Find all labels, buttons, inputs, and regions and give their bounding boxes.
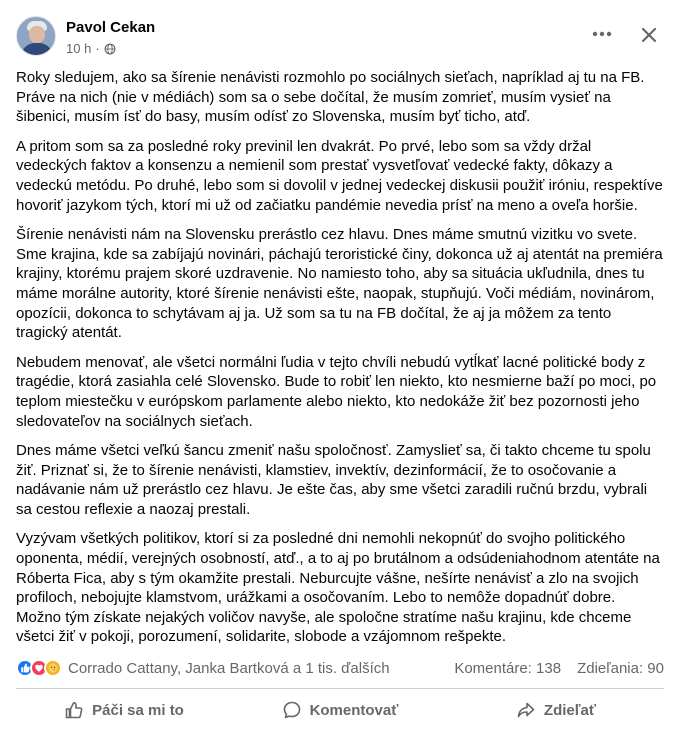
post-actions	[16, 692, 664, 728]
post-time[interactable]: 10 h	[66, 41, 92, 56]
engagement-counts	[454, 660, 664, 677]
comment-label: Komentovať	[309, 701, 399, 719]
share-label: Zdieľať	[543, 701, 597, 719]
share-icon	[516, 700, 536, 720]
close-icon	[641, 27, 657, 43]
reactions-row	[16, 656, 664, 680]
post-paragraph: Roky sledujem, ako sa šírenie nenávisti rozmohlo po sociálnych sieťach, napríklad aj tu na FB. Práve na nich (nie v médiách) som sa o sebe dočítal, že musím zomrieť, musím vysieť na šibenici, musím ísť do basy, musím odísť zo Slovenska, musím byť ticho, atď.	[16, 69, 645, 126]
like-label: Páči sa mi to	[92, 701, 184, 719]
post-paragraph: Dnes máme všetci veľkú šancu zmeniť našu spoločnosť. Zamyslieť sa, či takto chceme tu spolu žiť. Priznať si, že to šírenie nenávisti, klamstiev, invektív, dezinformácií, že to osočovanie a nadávanie nám už prerástlo cez hlavu. Je ešte čas, aby sme všetci zaradili ručnú brzdu, vybrali sa cestou reflexie a naozaj prestali.	[16, 442, 651, 518]
comment-button[interactable]	[232, 692, 448, 728]
reactors-summary[interactable]: Corrado Cattany, Janka Bartková a 1 tis. ďalších	[68, 659, 390, 677]
post-text	[16, 68, 664, 657]
comments-count[interactable]: Komentáre: 138	[454, 659, 562, 677]
care-icon	[44, 659, 62, 677]
comment-icon	[282, 700, 302, 720]
close-button[interactable]	[636, 22, 662, 48]
author-name[interactable]: Pavol Cekan	[66, 19, 156, 36]
divider	[16, 688, 664, 689]
more-options-button[interactable]	[590, 22, 614, 46]
like-button[interactable]	[16, 692, 232, 728]
post-paragraph: Nebudem menovať, ale všetci normálni ľudia v tejto chvíli nebudú vytĺkať lacné politické body z tragédie, ktorá zasiahla celé Slovensko. Bude to robiť len niekto, kto nesmierne baží po moci, po teplom miestečku v európskom parlamente alebo niekto, kto nedokáže žiť bez pozornosti jeho sledovateľov na sociálnych sieťach.	[16, 353, 657, 430]
post-meta	[66, 41, 116, 56]
post-paragraph: Vyzývam všetkých politikov, ktorí si za posledné dni nemohli nekopnúť do svojho politického oponenta, médií, verejných osobností, atď., a to aj po brutálnom a odsúdeniahodnom atentáte na Róberta Fica, aby s tým okamžite prestali. Neburcujte vášne, nešírte nenávisť a zlo na svojich profiloch, nebojujte klamstvom, urážkami a osočovaním. Lebo to nemôže dopadnúť dobre. Možno tým získate nejakých voličov navyše, ale spoločne stratíme našu krajinu, kde chceme všetci žiť v pokoji, porozumení, solidarite, slobode a vzájomnom rešpekte.	[16, 530, 660, 646]
share-button[interactable]	[448, 692, 664, 728]
shares-count[interactable]: Zdieľania: 90	[577, 659, 664, 677]
meta-separator: ·	[95, 41, 100, 56]
globe-icon[interactable]	[104, 43, 116, 55]
reaction-icons[interactable]	[16, 659, 58, 677]
thumbs-up-icon	[64, 700, 84, 720]
post-paragraph: A pritom som sa za posledné roky previnil len dvakrát. Po prvé, lebo som sa vždy držal vedeckých faktov a konsenzu a nemienil som prestať vysvetľovať vedecké fakty, dôkazy a vedeckú metódu. Po druhé, lebo som si dovolil v jednej vedeckej diskusii použiť iróniu, respektíve hovoriť jazykom tých, ktorí mi už od začiatku pandémie nevedia prísť na meno a oveľa horšie.	[16, 137, 663, 214]
post-paragraph: Šírenie nenávisti nám na Slovensku prerástlo cez hlavu. Dnes máme smutnú vizitku vo svete. Sme krajina, kde sa zabíjajú novinári, páchajú teroristické činy, dokonca už aj atentát na premiéra krajiny, ktorému prajem skoré uzdravenie. No namiesto toho, aby sa situácia ukľudnila, dnes tu máme morálne autority, ktoré šírenie nenávisti ešte, naopak, stupňujú. Voči médiám, novinárom, opozícii, dokonca to schytávam aj ja. Už som sa tu na FB dočítal, že aj ja môžem za tento tragický atentát.	[16, 226, 663, 342]
more-dots-icon	[592, 31, 612, 37]
author-avatar[interactable]	[16, 16, 56, 56]
